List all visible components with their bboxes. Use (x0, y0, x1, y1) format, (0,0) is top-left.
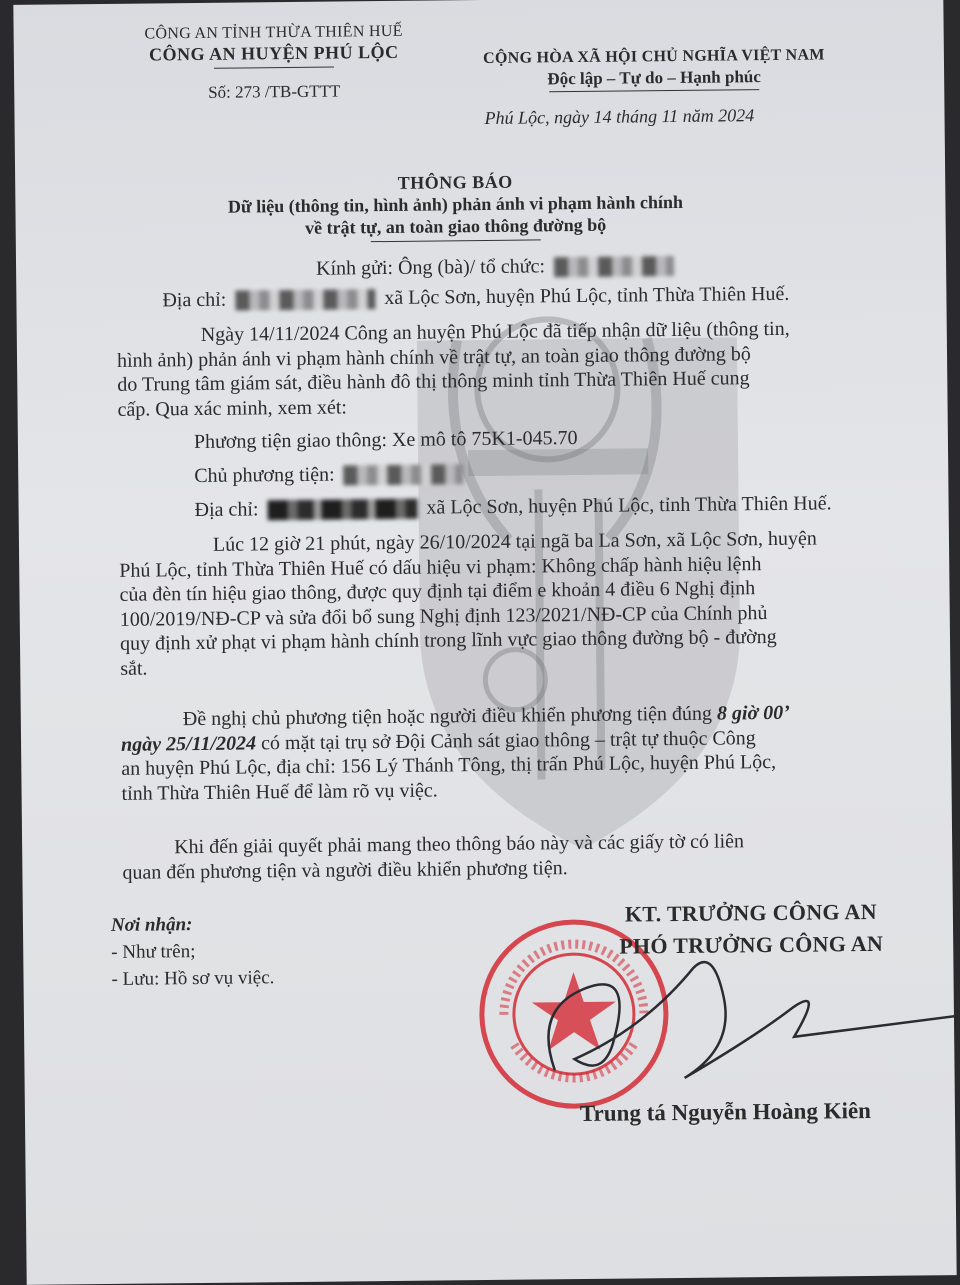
parent-agency: CÔNG AN TỈNH THỪA THIÊN HUẾ (144, 22, 403, 43)
paragraph-summons (121, 699, 932, 805)
document-number: Số: 273 /TB-GTTT (208, 81, 341, 102)
redacted-owner (343, 465, 463, 486)
paragraph-line: của đèn tín hiệu giao thông, được quy định tại điểm e khoản 4 điều 6 Nghị định (119, 577, 756, 606)
paragraph-line: sắt. (120, 657, 148, 680)
summons-text: Đề nghị chủ phương tiện hoặc người điều khiển phương tiện đúng (182, 702, 713, 731)
paragraph-intake (117, 316, 878, 422)
nation-name: CỘNG HÒA XÃ HỘI CHỦ NGHĨA VIỆT NAM (482, 46, 825, 67)
paragraph-line: cấp. Qua xác minh, xem xét: (117, 395, 348, 421)
summons-date: ngày 25/11/2024 (120, 731, 257, 756)
handwritten-signature-icon (493, 925, 957, 1100)
summons-time: 8 giờ 00’ (716, 701, 791, 725)
paragraph-line: Khi đến giải quyết phải mang theo thông báo này và các giấy tờ có liên (174, 830, 745, 859)
owner-address-label: Địa chỉ: (194, 498, 259, 522)
national-motto: Độc lập – Tự do – Hạnh phúc (547, 67, 761, 89)
paragraph-line: quy định xử phạt vi phạm hành chính trong lĩnh vực giao thông đường bộ - đường (119, 625, 777, 655)
document-title (105, 169, 806, 245)
signer-name: Trung tá Nguyễn Hoàng Kiên (579, 1097, 872, 1127)
paragraph-line: an huyện Phú Lộc, địa chỉ: 156 Lý Thánh Tông, thị trấn Phú Lộc, huyện Phú Lộc, (121, 750, 777, 780)
document-page (13, 0, 956, 1285)
summons-text: có mặt tại trụ sở Đội Cảnh sát giao thông – trật tự thuộc Công (260, 726, 756, 754)
recipients-heading: Nơi nhận: (110, 914, 193, 936)
redacted-owner-address (267, 499, 417, 521)
owner-label: Chủ phương tiện: (194, 463, 335, 488)
vehicle-line: Phương tiện giao thông: Xe mô tô 75K1-045.70 (193, 427, 578, 454)
agency-header (109, 22, 440, 103)
recipient-label: Kính gửi: Ông (bà)/ tổ chức: (315, 255, 546, 280)
recipients-item: - Lưu: Hồ sơ vụ việc. (111, 967, 275, 990)
paragraph-line: Lúc 12 giờ 21 phút, ngày 26/10/2024 tại ngã ba La Sơn, xã Lộc Sơn, huyện (212, 527, 817, 556)
title-subtitle-2: về trật tự, an toàn giao thông đường bộ (305, 214, 607, 238)
address-label: Địa chỉ: (162, 288, 227, 312)
recipients-list (111, 910, 275, 993)
paragraph-line: hình ảnh) phản ánh vi phạm hành chính về trật tự, an toàn giao thông đường bộ (116, 342, 751, 372)
paragraph-line: quan đến phương tiện và người điều khiển phương tiện. (122, 856, 568, 884)
title-heading: THÔNG BÁO (397, 171, 513, 193)
paragraph-line: Phú Lộc, tỉnh Thừa Thiên Huế có dấu hiệu vi phạm: Không chấp hành hiệu lệnh (119, 552, 762, 582)
issue-date: Phú Lộc, ngày 14 tháng 11 năm 2024 (484, 105, 755, 128)
owner-address-tail: xã Lộc Sơn, huyện Phú Lộc, tỉnh Thừa Thiên Huế. (426, 492, 832, 519)
title-subtitle-1: Dữ liệu (thông tin, hình ảnh) phản ánh vi phạm hành chính (227, 191, 684, 217)
paragraph-instructions (122, 827, 942, 885)
signature-title-1: KT. TRƯỞNG CÔNG AN (624, 898, 877, 927)
paragraph-line: do Trung tâm giám sát, điều hành đô thị thông minh tỉnh Thừa Thiên Huế cung (117, 367, 750, 396)
issuing-agency: CÔNG AN HUYỆN PHÚ LỘC (148, 41, 399, 65)
recipients-item: - Như trên; (111, 941, 196, 963)
address-tail: xã Lộc Sơn, huyện Phú Lộc, tỉnh Thừa Thiên Huế. (384, 282, 790, 310)
recipient-line (316, 254, 678, 281)
paragraph-line: Ngày 14/11/2024 Công an huyện Phú Lộc đã tiếp nhận dữ liệu (thông tin, (200, 317, 790, 346)
redacted-name (554, 256, 674, 277)
header-divider (214, 67, 334, 69)
paragraph-violation (119, 525, 920, 680)
paragraph-line: tỉnh Thừa Thiên Huế để làm rõ vụ việc. (121, 779, 438, 805)
signature-title-2: PHÓ TRƯỞNG CÔNG AN (619, 930, 884, 959)
redacted-address (235, 290, 375, 311)
nation-header (454, 46, 854, 93)
owner-line (194, 462, 468, 488)
motto-divider (549, 89, 759, 92)
title-divider (371, 239, 541, 242)
paragraph-line: 100/2019/NĐ-CP và sửa đổi bổ sung Nghị định 123/2021/NĐ-CP của Chính phủ (119, 601, 768, 631)
